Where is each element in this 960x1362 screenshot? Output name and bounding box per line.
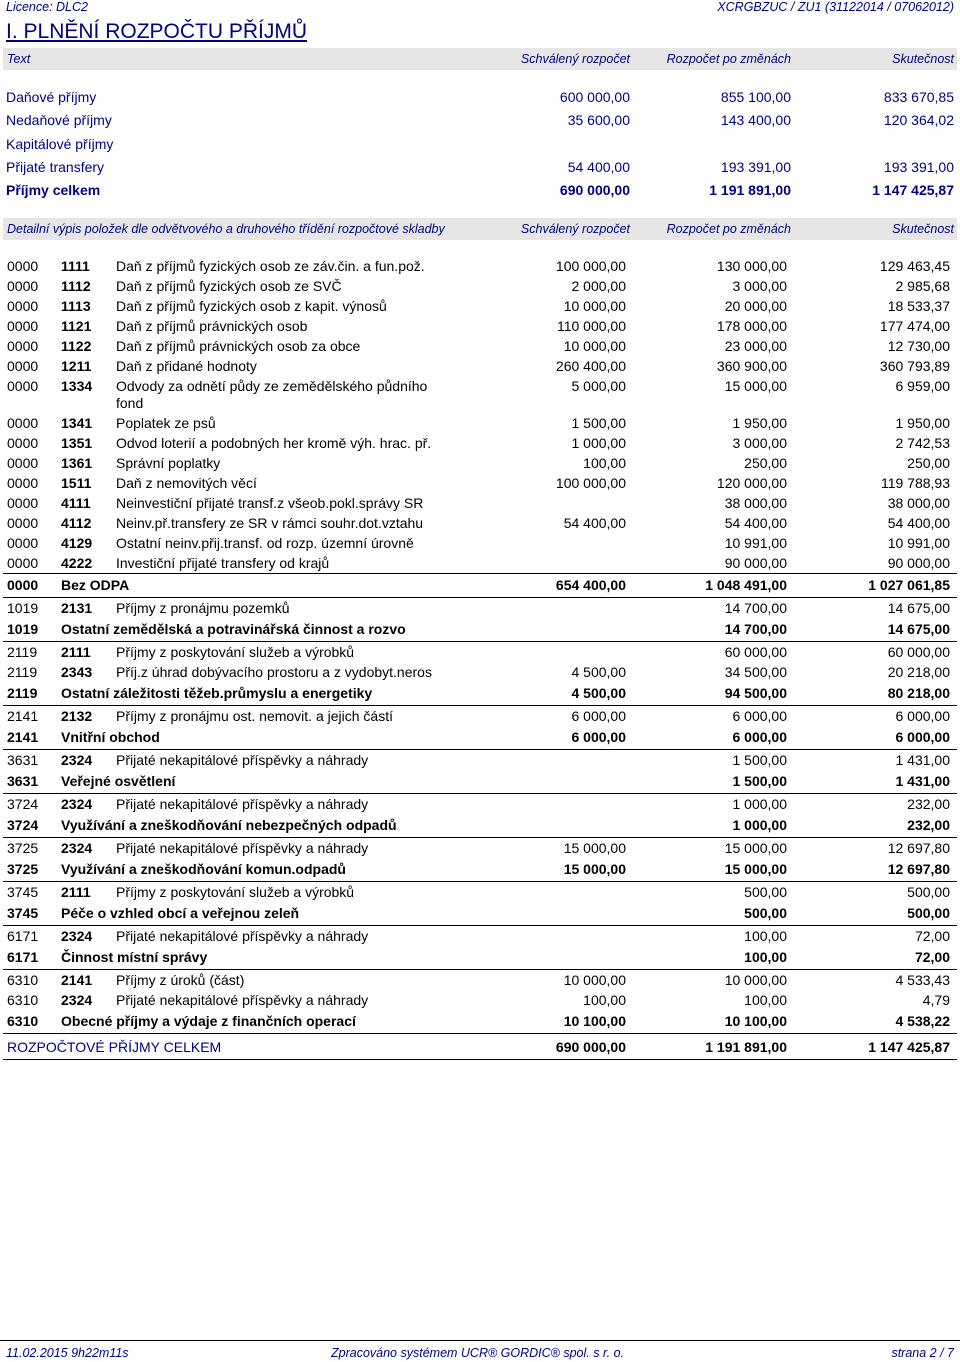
amended-budget: 1 950,00 xyxy=(732,415,787,431)
item-name: Přijaté nekapitálové příspěvky a náhrady xyxy=(116,928,369,944)
actual-amount: 38 000,00 xyxy=(887,495,950,511)
subtotal-name: Veřejné osvětlení xyxy=(61,770,456,794)
actual-amount: 4,79 xyxy=(922,992,950,1008)
item-code: 2324 xyxy=(61,840,93,856)
amended-budget: 360 900,00 xyxy=(716,358,787,374)
summary-row-label: Daňové příjmy xyxy=(6,89,97,105)
actual-amount: 14 675,00 xyxy=(792,618,957,642)
subtotal-name: Využívání a zneškodňování nebezpečných odpadů xyxy=(61,814,456,838)
amended-budget: 38 000,00 xyxy=(724,495,787,511)
table-row xyxy=(3,990,957,1010)
actual-amount: 80 218,00 xyxy=(792,682,957,706)
table-row xyxy=(3,433,957,453)
approved-budget: 5 000,00 xyxy=(571,378,626,394)
actual-amount: 90 000,00 xyxy=(887,555,950,571)
item-name: Příjmy z poskytování služeb a výrobků xyxy=(116,644,355,660)
subtotal-name: Ostatní zemědělská a potravinářská činnost a rozvo xyxy=(61,618,456,642)
approved-budget: 654 400,00 xyxy=(456,574,631,598)
subtotal-row xyxy=(3,858,957,882)
paragraph-code: 1019 xyxy=(3,618,61,642)
item-name: Přijaté nekapitálové příspěvky a náhrady xyxy=(116,840,369,856)
actual-amount: 12 697,80 xyxy=(792,858,957,882)
approved-budget: 100 000,00 xyxy=(555,258,626,274)
item-code: 1334 xyxy=(61,378,93,394)
subtotal-row xyxy=(3,770,957,794)
summary-header-amended: Rozpočet po změnách xyxy=(666,52,791,66)
paragraph-code: 0000 xyxy=(7,415,39,431)
paragraph-code: 3631 xyxy=(3,770,61,794)
summary-row-label: Nedaňové příjmy xyxy=(6,112,112,128)
paragraph-code: 3725 xyxy=(3,858,61,882)
paragraph-code: 0000 xyxy=(7,515,39,531)
approved-budget: 15 000,00 xyxy=(563,840,626,856)
actual-amount: 1 950,00 xyxy=(895,415,950,431)
paragraph-code: 0000 xyxy=(7,338,39,354)
summary-total-row xyxy=(3,180,957,202)
amended-budget: 3 000,00 xyxy=(732,435,787,451)
amended-budget: 90 000,00 xyxy=(724,555,787,571)
subtotal-row xyxy=(3,814,957,838)
paragraph-code: 0000 xyxy=(7,258,39,274)
item-name: Ostatní neinv.přij.transf. od rozp. územní úrovně xyxy=(116,535,414,551)
summary-total-label: Příjmy celkem xyxy=(6,182,101,198)
approved-budget: 10 000,00 xyxy=(563,298,626,314)
summary-row-approved: 600 000,00 xyxy=(559,89,630,105)
summary-header-approved: Schválený rozpočet xyxy=(520,52,630,66)
approved-budget: 260 400,00 xyxy=(555,358,626,374)
amended-budget: 500,00 xyxy=(631,902,792,926)
paragraph-code: 0000 xyxy=(7,435,39,451)
item-code: 1361 xyxy=(61,455,93,471)
footer-page: strana 2 / 7 xyxy=(891,1346,954,1360)
summary-row xyxy=(3,157,957,179)
approved-budget xyxy=(456,642,631,663)
subtotal-row xyxy=(3,618,957,642)
item-code: 2141 xyxy=(61,972,93,988)
actual-amount: 2 985,68 xyxy=(895,278,950,294)
item-code: 1112 xyxy=(61,278,91,294)
actual-amount: 6 000,00 xyxy=(792,726,957,750)
table-row xyxy=(3,642,957,663)
grand-total-amended: 1 191 891,00 xyxy=(631,1034,792,1060)
amended-budget: 1 048 491,00 xyxy=(631,574,792,598)
amended-budget: 94 500,00 xyxy=(631,682,792,706)
summary-row-actual: 833 670,85 xyxy=(883,89,954,105)
amended-budget: 100,00 xyxy=(631,946,792,970)
approved-budget xyxy=(456,598,631,619)
approved-budget xyxy=(456,814,631,838)
approved-budget xyxy=(456,902,631,926)
item-name: Příjmy z poskytování služeb a výrobků xyxy=(116,884,355,900)
paragraph-code: 0000 xyxy=(7,378,39,394)
detail-header xyxy=(3,218,957,240)
subtotal-name: Vnitřní obchod xyxy=(61,726,456,750)
amended-budget: 1 000,00 xyxy=(732,796,787,812)
approved-budget: 10 000,00 xyxy=(563,972,626,988)
summary-row-label: Kapitálové příjmy xyxy=(6,136,114,152)
paragraph-code: 1019 xyxy=(7,600,39,616)
table-row xyxy=(3,598,957,619)
item-name: Daň z příjmů fyzických osob z kapit. výnosů xyxy=(116,298,387,314)
item-code: 2111 xyxy=(61,644,91,660)
amended-budget: 14 700,00 xyxy=(631,618,792,642)
approved-budget: 10 100,00 xyxy=(456,1010,631,1034)
grand-total-label: ROZPOČTOVÉ PŘÍJMY CELKEM xyxy=(3,1034,456,1060)
summary-row-approved: 35 600,00 xyxy=(567,112,630,128)
table-row xyxy=(3,493,957,513)
table-row xyxy=(3,336,957,356)
amended-budget: 1 500,00 xyxy=(631,770,792,794)
summary-row-amended: 193 391,00 xyxy=(720,159,791,175)
actual-amount: 18 533,37 xyxy=(887,298,950,314)
amended-budget: 500,00 xyxy=(744,884,787,900)
amended-budget: 10 000,00 xyxy=(724,972,787,988)
item-name: Příjmy z pronájmu ost. nemovit. a jejich částí xyxy=(116,708,393,724)
actual-amount: 500,00 xyxy=(907,884,950,900)
item-name: Poplatek ze psů xyxy=(116,415,216,431)
subtotal-name: Ostatní záležitosti těžeb.průmyslu a energetiky xyxy=(61,682,456,706)
item-code: 1111 xyxy=(61,258,90,274)
paragraph-code: 2141 xyxy=(3,726,61,750)
amended-budget: 3 000,00 xyxy=(732,278,787,294)
actual-amount: 4 533,43 xyxy=(895,972,950,988)
summary-row-amended: 855 100,00 xyxy=(720,89,791,105)
detail-header-approved: Schválený rozpočet xyxy=(520,222,630,236)
subtotal-name: Péče o vzhled obcí a veřejnou zeleň xyxy=(61,902,456,926)
item-code: 4222 xyxy=(61,555,93,571)
amended-budget: 34 500,00 xyxy=(724,664,787,680)
detail-table-body xyxy=(3,256,957,1034)
approved-budget: 4 500,00 xyxy=(571,664,626,680)
detail-table xyxy=(3,256,957,1060)
subtotal-row xyxy=(3,902,957,926)
approved-budget xyxy=(456,553,631,574)
table-row xyxy=(3,356,957,376)
item-name: Daň z příjmů právnických osob xyxy=(116,318,308,334)
item-name: Investiční přijaté transfery od krajů xyxy=(116,555,330,571)
paragraph-code: 3724 xyxy=(3,814,61,838)
approved-budget xyxy=(456,794,631,815)
item-name: Daň z příjmů fyzických osob ze záv.čin. a fun.pož. xyxy=(116,258,425,274)
amended-budget: 60 000,00 xyxy=(724,644,787,660)
approved-budget: 100,00 xyxy=(583,992,626,1008)
actual-amount: 60 000,00 xyxy=(887,644,950,660)
subtotal-row xyxy=(3,574,957,598)
paragraph-code: 3745 xyxy=(7,884,39,900)
amended-budget: 130 000,00 xyxy=(716,258,787,274)
paragraph-code: 0000 xyxy=(7,475,39,491)
item-code: 1211 xyxy=(61,358,92,374)
actual-amount: 1 431,00 xyxy=(792,770,957,794)
table-row xyxy=(3,533,957,553)
actual-amount: 54 400,00 xyxy=(887,515,950,531)
approved-budget xyxy=(456,946,631,970)
actual-amount: 119 788,93 xyxy=(880,475,950,491)
item-code: 2324 xyxy=(61,992,93,1008)
approved-budget xyxy=(456,882,631,903)
approved-budget: 6 000,00 xyxy=(456,726,631,750)
item-name: Přijaté nekapitálové příspěvky a náhrady xyxy=(116,992,369,1008)
actual-amount: 232,00 xyxy=(792,814,957,838)
summary-row xyxy=(3,134,957,156)
approved-budget: 6 000,00 xyxy=(571,708,626,724)
table-row xyxy=(3,970,957,991)
table-row xyxy=(3,662,957,682)
item-code: 2324 xyxy=(61,928,93,944)
paragraph-code: 0000 xyxy=(7,555,39,571)
amended-budget: 20 000,00 xyxy=(724,298,787,314)
item-name: Příjmy z úroků (část) xyxy=(116,972,245,988)
subtotal-name: Činnost místní správy xyxy=(61,946,456,970)
report-code: XCRGBZUC / ZU1 (31122014 / 07062012) xyxy=(717,0,954,14)
table-row xyxy=(3,794,957,815)
amended-budget: 1 000,00 xyxy=(631,814,792,838)
item-name: Daň z přidané hodnoty xyxy=(116,358,257,374)
item-code: 1511 xyxy=(61,475,92,491)
table-row xyxy=(3,316,957,336)
amended-budget: 14 700,00 xyxy=(724,600,787,616)
subtotal-name: Bez ODPA xyxy=(61,574,456,598)
item-code: 1351 xyxy=(61,435,93,451)
approved-budget: 110 000,00 xyxy=(556,318,626,334)
approved-budget xyxy=(456,926,631,947)
item-code: 1122 xyxy=(61,338,92,354)
amended-budget: 23 000,00 xyxy=(724,338,787,354)
item-code: 2132 xyxy=(61,708,93,724)
summary-header-text: Text xyxy=(7,52,31,66)
detail-header-actual: Skutečnost xyxy=(892,222,954,236)
paragraph-code: 0000 xyxy=(7,298,39,314)
approved-budget: 1 000,00 xyxy=(571,435,626,451)
amended-budget: 15 000,00 xyxy=(631,858,792,882)
item-code: 2324 xyxy=(61,752,93,768)
actual-amount: 72,00 xyxy=(792,946,957,970)
subtotal-row xyxy=(3,946,957,970)
approved-budget xyxy=(456,493,631,513)
detail-header-amended: Rozpočet po změnách xyxy=(666,222,791,236)
approved-budget: 100 000,00 xyxy=(555,475,626,491)
actual-amount: 1 027 061,85 xyxy=(792,574,957,598)
paragraph-code: 2119 xyxy=(7,664,38,680)
item-name: Přijaté nekapitálové příspěvky a náhrady xyxy=(116,752,369,768)
amended-budget: 6 000,00 xyxy=(631,726,792,750)
table-row xyxy=(3,706,957,727)
table-row xyxy=(3,296,957,316)
paragraph-code: 3745 xyxy=(3,902,61,926)
paragraph-code: 2119 xyxy=(7,644,38,660)
table-row xyxy=(3,553,957,574)
subtotal-name: Využívání a zneškodňování komun.odpadů xyxy=(61,858,456,882)
paragraph-code: 2141 xyxy=(7,708,39,724)
paragraph-code: 0000 xyxy=(7,358,39,374)
table-row xyxy=(3,256,957,276)
item-name: Odvod loterií a podobných her kromě výh. hrac. př. xyxy=(116,435,432,451)
approved-budget: 54 400,00 xyxy=(563,515,626,531)
actual-amount: 232,00 xyxy=(907,796,950,812)
actual-amount: 20 218,00 xyxy=(887,664,950,680)
table-row xyxy=(3,513,957,533)
table-row xyxy=(3,926,957,947)
paragraph-code: 0000 xyxy=(3,574,61,598)
actual-amount: 500,00 xyxy=(792,902,957,926)
licence-label: Licence: DLC2 xyxy=(6,0,88,14)
item-code: 1341 xyxy=(61,415,93,431)
item-name: Odvody za odnětí půdy ze zemědělského půdního fond xyxy=(116,378,428,411)
paragraph-code: 3725 xyxy=(7,840,39,856)
summary-total-amended: 1 191 891,00 xyxy=(709,182,791,198)
subtotal-name: Obecné příjmy a výdaje z finančních operací xyxy=(61,1010,456,1034)
summary-total-actual: 1 147 425,87 xyxy=(872,182,954,198)
actual-amount: 129 463,45 xyxy=(879,258,950,274)
amended-budget: 100,00 xyxy=(744,928,787,944)
approved-budget xyxy=(456,770,631,794)
item-name: Daň z příjmů fyzických osob ze SVČ xyxy=(116,278,342,294)
paragraph-code: 6310 xyxy=(7,992,39,1008)
summary-row xyxy=(3,110,957,132)
amended-budget: 120 000,00 xyxy=(716,475,787,491)
actual-amount: 72,00 xyxy=(914,928,950,944)
paragraph-code: 6310 xyxy=(3,1010,61,1034)
summary-header-actual: Skutečnost xyxy=(892,52,954,66)
paragraph-code: 6171 xyxy=(3,946,61,970)
item-code: 4111 xyxy=(61,495,91,511)
subtotal-row xyxy=(3,726,957,750)
summary-row-amended: 143 400,00 xyxy=(720,112,791,128)
item-code: 1121 xyxy=(61,318,92,334)
item-code: 1113 xyxy=(61,298,91,314)
approved-budget xyxy=(456,618,631,642)
footer-system: Zpracováno systémem UCR® GORDIC® spol. s r. o. xyxy=(331,1346,625,1360)
amended-budget: 100,00 xyxy=(744,992,787,1008)
item-name: Neinv.př.transfery ze SR v rámci souhr.dot.vztahu xyxy=(116,515,424,531)
paragraph-code: 6310 xyxy=(7,972,39,988)
item-name: Neinvestiční přijaté transf.z všeob.pokl.správy SR xyxy=(116,495,424,511)
item-code: 2343 xyxy=(61,664,93,680)
table-row xyxy=(3,750,957,771)
item-code: 2131 xyxy=(61,600,93,616)
actual-amount: 6 000,00 xyxy=(895,708,950,724)
actual-amount: 360 793,89 xyxy=(879,358,950,374)
table-row xyxy=(3,838,957,859)
grand-total-actual: 1 147 425,87 xyxy=(792,1034,957,1060)
paragraph-code: 6171 xyxy=(7,928,39,944)
item-code: 2324 xyxy=(61,796,93,812)
amended-budget: 10 991,00 xyxy=(724,535,787,551)
summary-row-approved: 54 400,00 xyxy=(567,159,630,175)
actual-amount: 12 697,80 xyxy=(887,840,950,856)
amended-budget: 15 000,00 xyxy=(724,378,787,394)
amended-budget: 6 000,00 xyxy=(732,708,787,724)
table-row xyxy=(3,453,957,473)
summary-header xyxy=(3,48,957,70)
paragraph-code: 0000 xyxy=(7,455,39,471)
approved-budget: 100,00 xyxy=(583,455,626,471)
actual-amount: 6 959,00 xyxy=(895,378,950,394)
page-footer xyxy=(0,1340,960,1362)
summary-total-approved: 690 000,00 xyxy=(559,182,630,198)
approved-budget xyxy=(456,750,631,771)
summary-row-actual: 193 391,00 xyxy=(883,159,954,175)
approved-budget: 15 000,00 xyxy=(456,858,631,882)
paragraph-code: 3724 xyxy=(7,796,39,812)
amended-budget: 250,00 xyxy=(744,455,787,471)
actual-amount: 4 538,22 xyxy=(792,1010,957,1034)
item-name: Příj.z úhrad dobývacího prostoru a z vydobyt.neros xyxy=(116,664,432,680)
actual-amount: 250,00 xyxy=(907,455,950,471)
approved-budget: 1 500,00 xyxy=(571,415,626,431)
item-name: Daň z příjmů právnických osob za obce xyxy=(116,338,361,354)
subtotal-row xyxy=(3,1010,957,1034)
amended-budget: 10 100,00 xyxy=(631,1010,792,1034)
paragraph-code: 0000 xyxy=(7,495,39,511)
paragraph-code: 0000 xyxy=(7,278,39,294)
item-name: Příjmy z pronájmu pozemků xyxy=(116,600,290,616)
summary-row-actual: 120 364,02 xyxy=(883,112,954,128)
table-row xyxy=(3,276,957,296)
actual-amount: 177 474,00 xyxy=(879,318,950,334)
actual-amount: 14 675,00 xyxy=(887,600,950,616)
table-row xyxy=(3,882,957,903)
grand-total-approved: 690 000,00 xyxy=(456,1034,631,1060)
actual-amount: 2 742,53 xyxy=(895,435,950,451)
approved-budget: 10 000,00 xyxy=(563,338,626,354)
paragraph-code: 0000 xyxy=(7,535,39,551)
item-code: 2111 xyxy=(61,884,91,900)
table-row xyxy=(3,473,957,493)
item-name: Správní poplatky xyxy=(116,455,221,471)
approved-budget xyxy=(456,533,631,553)
table-row xyxy=(3,413,957,433)
amended-budget: 178 000,00 xyxy=(716,318,787,334)
paragraph-code: 0000 xyxy=(7,318,39,334)
amended-budget: 54 400,00 xyxy=(724,515,787,531)
item-code: 4129 xyxy=(61,535,93,551)
actual-amount: 1 431,00 xyxy=(895,752,950,768)
item-code: 4112 xyxy=(61,515,92,531)
page-title: I. PLNĚNÍ ROZPOČTU PŘÍJMŮ xyxy=(6,20,308,43)
subtotal-row xyxy=(3,682,957,706)
summary-row-label: Přijaté transfery xyxy=(6,159,105,175)
approved-budget: 2 000,00 xyxy=(571,278,626,294)
amended-budget: 15 000,00 xyxy=(724,840,787,856)
item-name: Přijaté nekapitálové příspěvky a náhrady xyxy=(116,796,369,812)
table-row xyxy=(3,376,957,413)
summary-row xyxy=(3,87,957,109)
detail-header-text: Detailní výpis položek dle odvětvového a druhového třídění rozpočtové skladby xyxy=(7,222,445,236)
paragraph-code: 2119 xyxy=(3,682,61,706)
grand-total-row xyxy=(3,1034,957,1060)
actual-amount: 10 991,00 xyxy=(887,535,950,551)
item-name: Daň z nemovitých věcí xyxy=(116,475,257,491)
page-header xyxy=(0,0,960,16)
actual-amount: 12 730,00 xyxy=(887,338,950,354)
footer-date: 11.02.2015 9h22m11s xyxy=(6,1346,129,1360)
approved-budget: 4 500,00 xyxy=(456,682,631,706)
amended-budget: 1 500,00 xyxy=(732,752,787,768)
paragraph-code: 3631 xyxy=(7,752,39,768)
